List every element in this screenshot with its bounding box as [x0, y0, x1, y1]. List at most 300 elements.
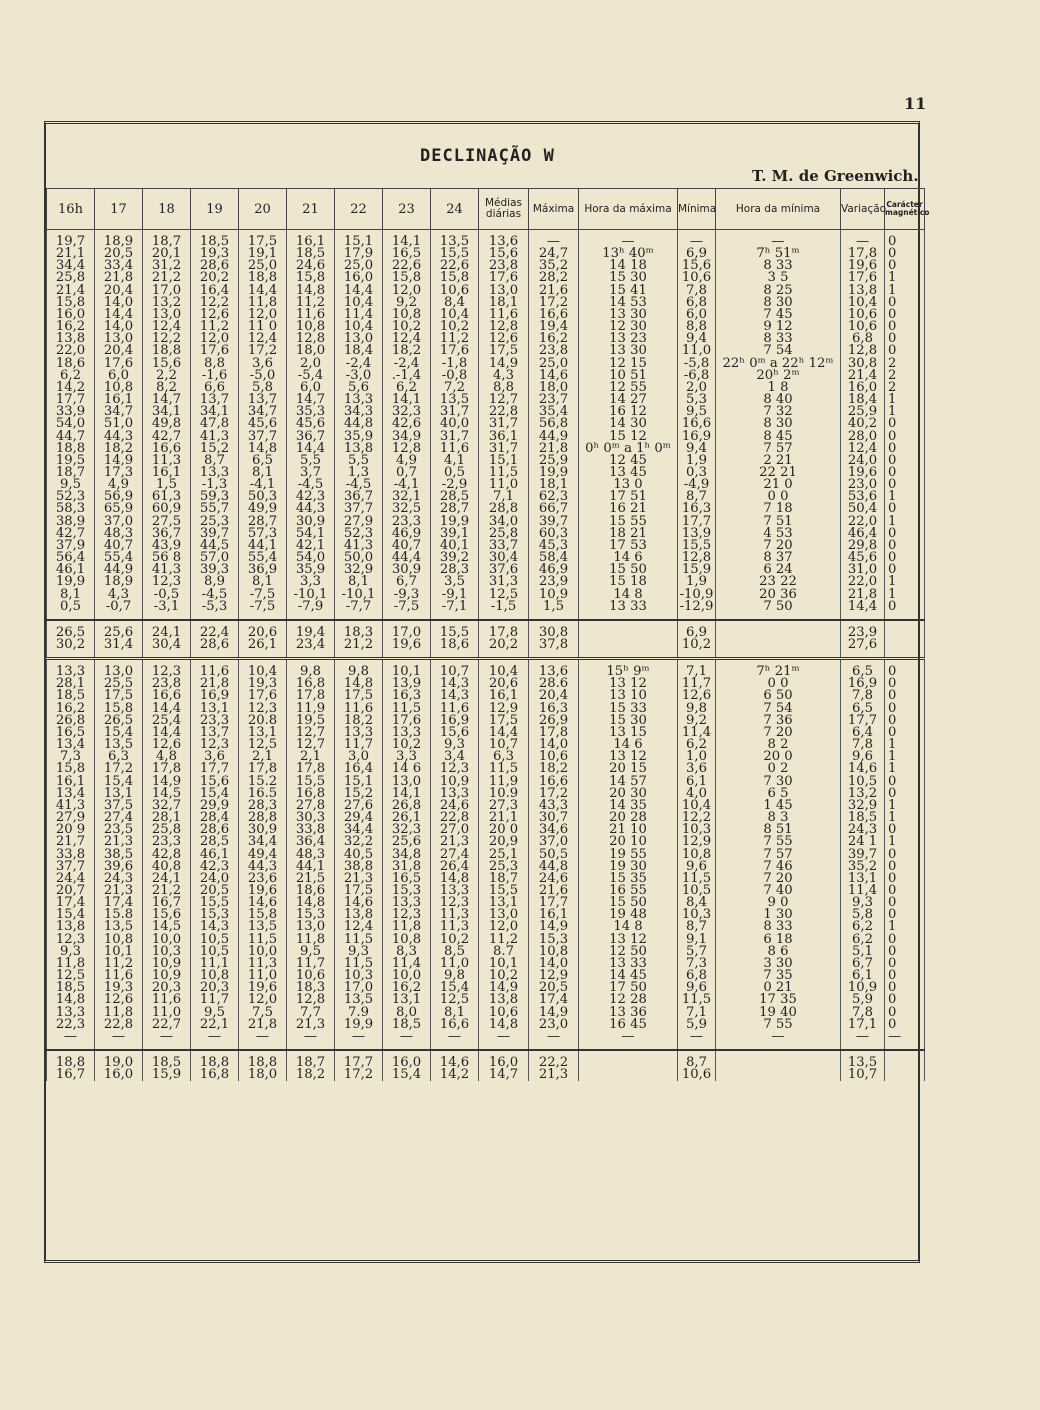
table-cell: 8 6: [767, 943, 789, 959]
table-cell: 0: [888, 712, 897, 728]
table-cell: 18,5: [391, 1016, 422, 1032]
table-cell: 16,0: [343, 270, 374, 286]
table-cell: 13 0: [613, 477, 643, 493]
block1-summary-c24: [431, 624, 479, 652]
table-cell: 0,5: [444, 464, 465, 480]
table-cell: 8 33: [763, 258, 793, 274]
table-cell: 9,3: [348, 943, 369, 959]
table-cell: 17,4: [103, 895, 134, 911]
table-cell: 47,8: [199, 416, 230, 432]
spacer-row: [47, 651, 925, 659]
table-cell: 0: [888, 501, 897, 517]
table-cell: 22,0: [847, 574, 878, 590]
table-cell: 18 21: [609, 525, 647, 541]
table-cell: 20,1: [151, 246, 182, 262]
table-cell: 17,8: [295, 688, 326, 704]
table-cell: 11,1: [199, 955, 230, 971]
table-cell: 17,2: [343, 1067, 374, 1083]
table-cell: 30,9: [295, 513, 326, 529]
table-cell: 28,6: [199, 822, 230, 838]
block2-rows-hora-max: [579, 666, 678, 1043]
table-cell: 16 21: [609, 501, 647, 517]
table-cell: 11,7: [199, 992, 230, 1008]
table-cell: 11,7: [681, 676, 712, 692]
table-cell: 58,3: [55, 501, 86, 517]
table-cell: 10,4: [343, 319, 374, 335]
table-cell: 13,5: [439, 234, 470, 249]
table-cell: 26,4: [439, 858, 470, 874]
table-cell: 30,3: [295, 810, 326, 826]
table-cell: 24,0: [199, 870, 230, 886]
table-cell: 25,6: [103, 624, 134, 640]
table-cell: —: [546, 234, 561, 249]
table-cell: 13,8: [55, 331, 86, 347]
table-cell: 48,3: [103, 525, 134, 541]
table-cell: 24,6: [295, 258, 326, 274]
table-cell: 10,1: [391, 664, 422, 680]
table-cell: 17 35: [759, 992, 797, 1008]
table-cell: 13 10: [609, 688, 647, 704]
table-cell: 52,3: [343, 525, 374, 541]
table-cell: 28,0: [847, 428, 878, 444]
table-cell: 13,5: [247, 919, 278, 935]
table-cell: 31,7: [488, 440, 519, 456]
table-cell: 50,4: [847, 501, 878, 517]
table-cell: 25,1: [488, 846, 519, 862]
table-cell: 28,3: [247, 797, 278, 813]
table-cell: 25,8: [55, 270, 86, 286]
table-cell: 15,6: [681, 258, 712, 274]
table-cell: 17,0: [391, 624, 422, 640]
table-cell: 7 35: [763, 968, 793, 984]
table-cell: —: [63, 1028, 78, 1044]
table-cell: 23,4: [295, 637, 326, 652]
table-cell: 10,9: [847, 980, 878, 996]
table-cell: 18,4: [847, 392, 878, 408]
table-cell: 19,1: [247, 246, 278, 262]
header-19: 19: [191, 189, 239, 230]
table-cell: 11,6: [343, 700, 374, 716]
table-cell: 25,9: [847, 404, 878, 420]
table-cell: 20,6: [488, 676, 519, 692]
table-cell: -4,5: [297, 477, 324, 493]
table-cell: 17 53: [609, 537, 647, 553]
table-cell: 41,3: [199, 428, 230, 444]
table-cell: 10,4: [439, 306, 470, 322]
table-cell: -12,9: [679, 598, 714, 614]
table-cell: 10,8: [391, 306, 422, 322]
table-cell: 21,4: [55, 282, 86, 298]
table-cell: 17,5: [103, 688, 134, 704]
table-cell: 6,9: [686, 624, 707, 640]
table-cell: 8,5: [444, 943, 465, 959]
table-cell: 45,6: [847, 550, 878, 566]
table-cell: 22,8: [488, 404, 519, 420]
table-cell: 11,5: [247, 931, 278, 947]
table-cell: 20,7: [55, 882, 86, 898]
table-cell: 1 30: [763, 907, 793, 923]
header-row: [47, 189, 925, 230]
table-cell: 12,6: [199, 306, 230, 322]
table-cell: 17,0: [151, 282, 182, 298]
table-cell: 2: [888, 355, 897, 371]
table-cell: 24,1: [151, 870, 182, 886]
table-cell: —: [771, 1028, 785, 1044]
table-cell: 12,8: [681, 550, 712, 566]
table-cell: 13 12: [609, 749, 647, 765]
table-cell: 12,0: [391, 282, 422, 298]
table-cell: 16,8: [199, 1067, 230, 1083]
table-cell: 28,7: [439, 501, 470, 517]
table-cell: 13,1: [488, 895, 519, 911]
table-cell: 8 51: [763, 822, 793, 838]
table-cell: 50,3: [247, 489, 278, 505]
block1-summary-hora-max: [579, 627, 678, 651]
table-cell: 51,0: [103, 416, 134, 432]
table-cell: 19 40: [759, 1004, 797, 1020]
table-cell: 14,2: [55, 379, 86, 395]
table-cell: 11,3: [439, 907, 470, 923]
table-cell: 42,3: [199, 858, 230, 874]
table-cell: 10,2: [439, 319, 470, 335]
table-cell: 8,4: [444, 294, 465, 310]
table-cell: 14,4: [151, 700, 182, 716]
table-cell: 15,4: [55, 907, 86, 923]
table-cell: 11,5: [343, 931, 374, 947]
table-cell: 27,0: [439, 822, 470, 838]
table-cell: 11,0: [681, 343, 712, 359]
table-cell: 1,5: [156, 477, 177, 493]
table-cell: 14,9: [488, 355, 519, 371]
table-cell: 8,7: [686, 1055, 707, 1070]
table-cell: 27,3: [488, 797, 519, 813]
table-cell: 31,7: [439, 404, 470, 420]
block1-rows-medias: [479, 236, 529, 613]
table-cell: 0: [888, 294, 897, 310]
table-cell: 10,8: [391, 931, 422, 947]
table-cell: 58,4: [538, 550, 569, 566]
table-cell: 36,7: [295, 428, 326, 444]
block2-rows-c19: [191, 666, 239, 1043]
table-cell: 19,4: [538, 319, 569, 335]
table-cell: 23,9: [538, 574, 569, 590]
table-cell: 37,9: [55, 537, 86, 553]
table-cell: 18,7: [295, 1055, 326, 1070]
table-cell: 4 53: [763, 525, 793, 541]
table-cell: 0,5: [60, 598, 81, 614]
table-cell: 40,2: [847, 416, 878, 432]
table-cell: 7,1: [686, 664, 707, 680]
table-cell: 10,8: [103, 379, 134, 395]
table-cell: 6,8: [852, 331, 873, 347]
table-cell: 21,3: [295, 1016, 326, 1032]
table-cell: 19,7: [55, 234, 86, 249]
table-cell: 45,6: [247, 416, 278, 432]
table-cell: 42,3: [295, 489, 326, 505]
table-cell: 57,0: [199, 550, 230, 566]
table-cell: 9,5: [204, 1004, 225, 1020]
table-cell: 62,3: [538, 489, 569, 505]
table-cell: 21 10: [609, 822, 647, 838]
table-cell: 42,8: [151, 846, 182, 862]
table-cell: 22,8: [103, 1016, 134, 1032]
table-cell: 11,6: [199, 664, 230, 680]
table-cell: 14,6: [538, 367, 569, 383]
table-cell: 10,7: [847, 1067, 878, 1083]
table-cell: 12,8: [295, 331, 326, 347]
table-cell: 6,9: [686, 246, 707, 262]
table-cell: 10,3: [343, 968, 374, 984]
table-cell: 17,6: [488, 270, 519, 286]
table-cell: 11,9: [295, 700, 326, 716]
table-cell: 26,5: [103, 712, 134, 728]
table-cell: 7,3: [686, 955, 707, 971]
table-cell: 13,3: [439, 882, 470, 898]
table-cell: 5,7: [686, 943, 707, 959]
table-cell: 26,9: [538, 712, 569, 728]
table-cell: 13,5: [343, 992, 374, 1008]
table-cell: 14,8: [488, 1016, 519, 1032]
table-cell: -0,8: [441, 367, 468, 383]
table-cell: —: [855, 234, 870, 249]
table-cell: 35,3: [295, 404, 326, 420]
table-cell: 13,3: [439, 785, 470, 801]
table-cell: 13,5: [847, 1055, 878, 1070]
table-cell: 10,6: [488, 1004, 519, 1020]
table-cell: 25,0: [247, 258, 278, 274]
table-cell: 11,4: [681, 724, 712, 740]
table-cell: 30,9: [391, 562, 422, 578]
table-cell: 9,2: [686, 712, 707, 728]
table-cell: 18,0: [295, 343, 326, 359]
table-cell: 11,5: [391, 700, 422, 716]
table-cell: 49,4: [247, 846, 278, 862]
table-cell: 13 30: [609, 306, 647, 322]
page-title: DECLINAÇÃO W: [420, 146, 555, 166]
table-cell: 13,0: [391, 773, 422, 789]
table-cell: 12,8: [847, 343, 878, 359]
table-cell: —: [255, 1028, 270, 1044]
table-cell: -7,1: [441, 598, 468, 614]
table-cell: 30,2: [55, 637, 86, 652]
table-cell: 21,4: [847, 367, 878, 383]
table-cell: 8.7: [493, 943, 514, 959]
table-cell: 10,4: [343, 294, 374, 310]
table-cell: 18,1: [488, 294, 519, 310]
table-cell: 10,5: [199, 931, 230, 947]
table-cell: 37,5: [103, 797, 134, 813]
table-cell: 34,4: [343, 822, 374, 838]
header-medias: Médias diárias: [479, 189, 529, 230]
table-cell: 10,9: [538, 586, 569, 602]
table-cell: 8,7: [204, 452, 225, 468]
table-cell: 1,0: [686, 749, 707, 765]
table-cell: 7 45: [763, 306, 793, 322]
table-cell: 20 0: [763, 749, 793, 765]
table-cell: 28,1: [151, 810, 182, 826]
table-cell: -10,9: [679, 586, 714, 602]
block2-rows-c17: [95, 666, 143, 1043]
table-cell: 7,2: [444, 379, 465, 395]
table-cell: 10,6: [681, 270, 712, 286]
table-cell: 7 20: [763, 724, 793, 740]
table-cell: 44,7: [55, 428, 86, 444]
table-cell: 8 30: [763, 416, 793, 432]
table-cell: 44,1: [295, 858, 326, 874]
table-cell: 10,8: [199, 968, 230, 984]
table-cell: 15,4: [391, 1067, 422, 1083]
table-cell: 10,4: [847, 294, 878, 310]
table-cell: 6,2: [852, 931, 873, 947]
table-cell: 17,1: [847, 1016, 878, 1032]
table-cell: 0: [888, 525, 897, 541]
table-cell: 15,1: [343, 234, 374, 249]
table-cell: 15,9: [681, 562, 712, 578]
table-cell: —: [111, 1028, 126, 1044]
table-cell: 5,8: [252, 379, 273, 395]
table-cell: 10,0: [391, 968, 422, 984]
table-cell: -6,8: [683, 367, 710, 383]
table-cell: 56,8: [538, 416, 569, 432]
table-cell: —: [888, 1028, 902, 1044]
table-cell: 18,5: [295, 246, 326, 262]
table-cell: 15,1: [343, 773, 374, 789]
table-cell: 11,5: [488, 464, 519, 480]
block2-rows-minima: [678, 666, 716, 1043]
table-cell: 33,8: [55, 846, 86, 862]
table-cell: 7 36: [763, 712, 793, 728]
table-cell: 12,6: [681, 688, 712, 704]
table-cell: 16,1: [55, 773, 86, 789]
table-cell: 2,2: [156, 367, 177, 383]
table-cell: 11,3: [439, 919, 470, 935]
table-cell: 17,5: [488, 343, 519, 359]
table-cell: 23,3: [199, 712, 230, 728]
table-cell: 12 30: [609, 319, 647, 335]
table-cell: 34,6: [538, 822, 569, 838]
table-cell: -4,5: [345, 477, 372, 493]
table-cell: 10,5: [847, 773, 878, 789]
table-cell: 6,7: [852, 955, 873, 971]
block1-rows-hora-min: [716, 236, 841, 613]
table-cell: 22,8: [439, 810, 470, 826]
table-cell: 10,8: [538, 943, 569, 959]
table-cell: 3,7: [300, 464, 321, 480]
table-cell: 11,6: [295, 306, 326, 322]
table-cell: 32,5: [391, 501, 422, 517]
table-cell: 13 12: [609, 676, 647, 692]
block2-summary-c21: [287, 1057, 335, 1081]
table-cell: 19,6: [847, 258, 878, 274]
table-cell: 12,4: [151, 319, 182, 335]
table-cell: 11,7: [295, 955, 326, 971]
table-cell: 6,3: [493, 749, 514, 765]
table-cell: 38,9: [55, 513, 86, 529]
table-cell: 16.5: [247, 785, 278, 801]
block2-rows: [47, 666, 925, 1043]
table-cell: 1: [888, 761, 897, 777]
table-cell: 10,2: [391, 737, 422, 753]
table-cell: 7 57: [763, 440, 793, 456]
table-cell: 10,6: [295, 968, 326, 984]
block1-summary-medias: [479, 624, 529, 652]
block2-rows-maxima: [529, 666, 579, 1043]
table-cell: 34,8: [391, 846, 422, 862]
block1-summary-c19: [191, 624, 239, 652]
table-cell: 26,5: [55, 624, 86, 640]
table-cell: 19 30: [609, 858, 647, 874]
table-cell: 1 45: [763, 797, 793, 813]
table-cell: 8 45: [763, 428, 793, 444]
table-cell: 32,3: [391, 404, 422, 420]
table-cell: 13,7: [199, 392, 230, 408]
table-cell: 9,8: [686, 700, 707, 716]
table-cell: 6,7: [396, 574, 417, 590]
table-cell: 0: [888, 246, 897, 262]
table-cell: 18,9: [103, 234, 134, 249]
table-cell: 15 41: [609, 282, 647, 298]
table-cell: 0: [888, 773, 897, 789]
table-cell: 19 48: [609, 907, 647, 923]
table-cell: 13,5: [103, 737, 134, 753]
table-cell: —: [546, 1028, 561, 1044]
table-cell: 11,6: [488, 306, 519, 322]
table-cell: 25,8: [488, 525, 519, 541]
table-cell: 26,1: [247, 637, 278, 652]
block2-summary-c16: [47, 1057, 95, 1081]
table-cell: 0: [888, 258, 897, 274]
table-cell: 10,5: [199, 943, 230, 959]
table-cell: 6,2: [396, 379, 417, 395]
table-cell: -3,0: [345, 367, 372, 383]
table-cell: 21,8: [247, 1016, 278, 1032]
table-cell: 18,1: [538, 477, 569, 493]
table-cell: 31,3: [488, 574, 519, 590]
table-cell: 14,6: [439, 1055, 470, 1070]
table-cell: 20 36: [759, 586, 797, 602]
table-cell: -9,1: [441, 586, 468, 602]
table-cell: 13,8: [343, 440, 374, 456]
table-cell: 17,3: [103, 464, 134, 480]
table-cell: 16,1: [103, 392, 134, 408]
table-cell: 42,7: [55, 525, 86, 541]
block2-summary-c18: [143, 1057, 191, 1081]
table-cell: 20,4: [103, 282, 134, 298]
table-cell: 17,7: [847, 712, 878, 728]
table-cell: 18,9: [103, 574, 134, 590]
table-cell: 54,0: [295, 550, 326, 566]
table-cell: 0 21: [763, 980, 793, 996]
table-cell: 18,5: [847, 810, 878, 826]
block1-summary-caracter: [885, 627, 925, 651]
table-cell: 21,3: [538, 1067, 569, 1083]
table-cell: 33,4: [103, 258, 134, 274]
table-cell: 3,4: [444, 749, 465, 765]
table-cell: 14,9: [103, 452, 134, 468]
table-cell: 20 30: [609, 785, 647, 801]
table-cell: 19,4: [295, 624, 326, 640]
table-cell: 8,8: [204, 355, 225, 371]
table-cell: 14,0: [538, 955, 569, 971]
table-cell: 19,6: [247, 882, 278, 898]
table-cell: 10,2: [488, 968, 519, 984]
table-cell: 24,3: [103, 870, 134, 886]
table-cell: 13,4: [55, 785, 86, 801]
table-cell: 6,1: [852, 968, 873, 984]
table-cell: 34,7: [247, 404, 278, 420]
table-cell: 15 30: [609, 712, 647, 728]
table-cell: 20,6: [247, 624, 278, 640]
